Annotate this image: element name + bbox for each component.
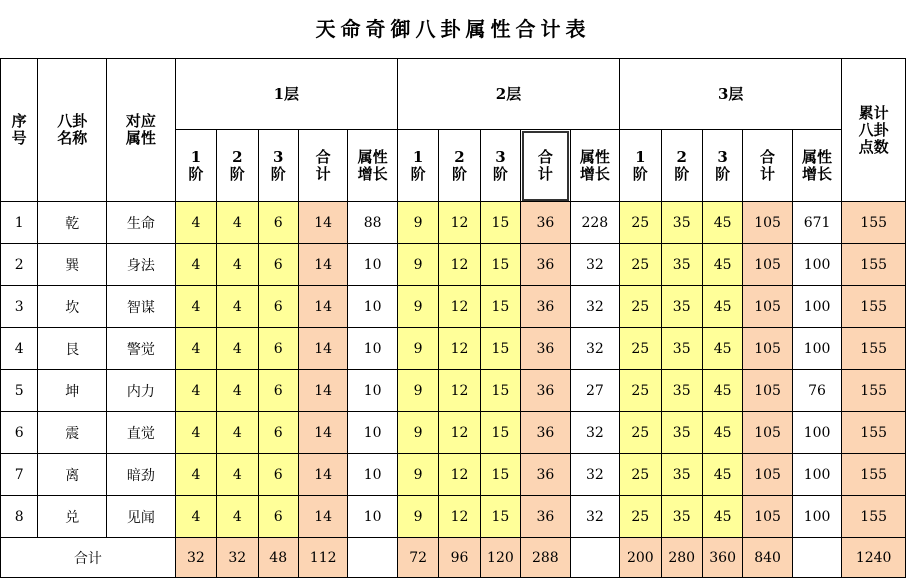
header-subtotal-line: 合 (760, 147, 776, 166)
header-step-1[interactable] (397, 130, 438, 202)
header-cum-line: 点数 (858, 137, 889, 156)
header-step-3-line: 阶 (492, 164, 508, 183)
cumulative-cell[interactable]: 155 (842, 328, 906, 370)
l3-growth-cell[interactable]: 100 (792, 244, 842, 286)
header-step-1-line: 1 (412, 147, 424, 166)
table-row (1, 286, 906, 328)
l3-growth-cell[interactable]: 100 (792, 496, 842, 538)
l1-total-cell[interactable]: 32 (217, 538, 258, 578)
seq-cell[interactable]: 8 (1, 496, 38, 538)
grand-total-cell[interactable]: 1240 (842, 538, 906, 578)
header-step-1-line: 1 (190, 147, 202, 166)
header-step-1[interactable] (620, 130, 661, 202)
l2-total-cell[interactable]: 96 (439, 538, 480, 578)
l1-step-1-cell[interactable]: 4 (175, 454, 216, 496)
l2-subtotal-cell[interactable]: 36 (521, 328, 570, 370)
bagua-name-cell[interactable]: 艮 (38, 328, 107, 370)
header-row-layers (1, 59, 906, 130)
l1-step-1-cell[interactable]: 4 (175, 244, 216, 286)
l2-growth-cell[interactable]: 27 (570, 370, 620, 412)
cumulative-cell[interactable]: 155 (842, 202, 906, 244)
l1-total-cell[interactable]: 48 (258, 538, 298, 578)
header-attr-line: 对应 (125, 112, 156, 130)
bagua-name-cell[interactable]: 震 (38, 412, 107, 454)
l3-step-2-cell[interactable]: 35 (661, 412, 702, 454)
header-bagua-name[interactable] (38, 59, 107, 202)
l1-subtotal-cell[interactable]: 14 (298, 202, 347, 244)
header-step-2[interactable] (439, 130, 480, 202)
l2-growth-cell[interactable]: 32 (570, 412, 620, 454)
header-subtotal[interactable] (743, 130, 792, 202)
l1-total-cell[interactable]: 112 (298, 538, 347, 578)
l3-total-cell[interactable]: 360 (702, 538, 742, 578)
l2-step-2-cell[interactable]: 12 (439, 328, 480, 370)
l3-total-cell[interactable]: 840 (743, 538, 792, 578)
header-growth-line: 属性 (357, 147, 388, 166)
header-growth-line: 增长 (357, 164, 388, 183)
l1-growth-cell[interactable]: 10 (348, 328, 398, 370)
header-step-3-line: 3 (717, 147, 728, 166)
l1-growth-cell[interactable]: 10 (348, 244, 398, 286)
header-step-2-line: 2 (454, 147, 465, 166)
l1-step-1-cell[interactable]: 4 (175, 202, 216, 244)
l2-subtotal-cell[interactable]: 36 (521, 202, 570, 244)
totals-label[interactable]: 合计 (1, 538, 176, 578)
l3-step-3-cell[interactable]: 45 (702, 454, 742, 496)
l3-step-1-cell[interactable]: 25 (620, 286, 661, 328)
l3-subtotal-cell[interactable]: 105 (743, 370, 792, 412)
l1-step-2-cell[interactable]: 4 (217, 244, 258, 286)
l2-step-2-cell[interactable]: 12 (439, 496, 480, 538)
l1-step-1-cell[interactable]: 4 (175, 328, 216, 370)
l2-subtotal-cell[interactable]: 36 (521, 496, 570, 538)
table-row (1, 244, 906, 286)
l3-subtotal-cell[interactable]: 105 (743, 202, 792, 244)
l1-subtotal-cell[interactable]: 14 (298, 328, 347, 370)
l1-growth-cell[interactable]: 10 (348, 286, 398, 328)
header-layer-1[interactable]: 1层 (175, 59, 397, 130)
l1-step-2-cell[interactable]: 4 (217, 328, 258, 370)
header-step-2-line: 阶 (229, 164, 245, 183)
seq-cell[interactable]: 6 (1, 412, 38, 454)
l3-total-cell[interactable] (792, 538, 842, 578)
l1-step-3-cell[interactable]: 6 (258, 328, 298, 370)
l3-growth-cell[interactable]: 671 (792, 202, 842, 244)
l3-step-2-cell[interactable]: 35 (661, 202, 702, 244)
l3-growth-cell[interactable]: 100 (792, 412, 842, 454)
cumulative-cell[interactable]: 155 (842, 412, 906, 454)
l3-step-3-cell[interactable]: 45 (702, 370, 742, 412)
l3-growth-cell[interactable]: 100 (792, 328, 842, 370)
header-growth-line: 属性 (802, 147, 833, 166)
header-cumulative-points[interactable] (842, 59, 906, 202)
l1-step-3-cell[interactable]: 6 (258, 496, 298, 538)
l1-subtotal-cell[interactable]: 14 (298, 412, 347, 454)
l2-step-1-cell[interactable]: 9 (397, 244, 438, 286)
cumulative-cell[interactable]: 155 (842, 370, 906, 412)
cumulative-cell[interactable]: 155 (842, 244, 906, 286)
header-subtotal-line: 合 (315, 147, 331, 166)
l3-step-1-cell[interactable]: 25 (620, 370, 661, 412)
seq-cell[interactable]: 2 (1, 244, 38, 286)
l1-growth-cell[interactable]: 10 (348, 496, 398, 538)
l2-step-1-cell[interactable]: 9 (397, 286, 438, 328)
attribute-cell[interactable]: 直觉 (107, 412, 176, 454)
header-step-2[interactable] (217, 130, 258, 202)
l3-step-1-cell[interactable]: 25 (620, 454, 661, 496)
cumulative-cell[interactable]: 155 (842, 496, 906, 538)
header-layer-2[interactable]: 2层 (397, 59, 619, 130)
header-step-1-line: 1 (635, 147, 646, 166)
l2-step-3-cell[interactable]: 15 (480, 496, 520, 538)
table-row (1, 412, 906, 454)
l2-total-cell[interactable] (570, 538, 620, 578)
header-cum-line: 八卦 (858, 120, 889, 139)
header-seq[interactable] (1, 59, 38, 202)
seq-cell[interactable]: 4 (1, 328, 38, 370)
l1-step-2-cell[interactable]: 4 (217, 412, 258, 454)
header-step-2[interactable] (661, 130, 702, 202)
bagua-name-cell[interactable]: 巽 (38, 244, 107, 286)
bagua-name-cell[interactable]: 坤 (38, 370, 107, 412)
l2-total-cell[interactable]: 72 (397, 538, 438, 578)
l2-subtotal-cell[interactable]: 36 (521, 454, 570, 496)
header-step-1-line: 阶 (410, 164, 426, 183)
l2-step-1-cell[interactable]: 9 (397, 412, 438, 454)
l2-step-1-cell[interactable]: 9 (397, 496, 438, 538)
header-step-3-line: 3 (495, 147, 506, 166)
attribute-cell[interactable]: 警觉 (107, 328, 176, 370)
l2-step-3-cell[interactable]: 15 (480, 244, 520, 286)
l1-subtotal-cell[interactable]: 14 (298, 454, 347, 496)
l2-subtotal-cell[interactable]: 36 (521, 286, 570, 328)
l3-subtotal-cell[interactable]: 105 (743, 412, 792, 454)
l2-growth-cell[interactable]: 32 (570, 328, 620, 370)
table-row (1, 328, 906, 370)
l1-subtotal-cell[interactable]: 14 (298, 244, 347, 286)
l1-step-1-cell[interactable]: 4 (175, 496, 216, 538)
table-title: 天命奇御八卦属性合计表 (315, 17, 591, 41)
header-growth-line: 增长 (579, 164, 610, 183)
l2-step-1-cell[interactable]: 9 (397, 370, 438, 412)
l3-step-1-cell[interactable]: 25 (620, 412, 661, 454)
l3-total-cell[interactable]: 280 (661, 538, 702, 578)
header-subtotal[interactable] (521, 130, 570, 202)
l3-subtotal-cell[interactable]: 105 (743, 454, 792, 496)
bagua-name-cell[interactable]: 乾 (38, 202, 107, 244)
l3-step-3-cell[interactable]: 45 (702, 244, 742, 286)
header-cum-line: 累计 (858, 103, 889, 122)
l1-step-3-cell[interactable]: 6 (258, 202, 298, 244)
l1-step-3-cell[interactable]: 6 (258, 244, 298, 286)
header-step-1[interactable] (175, 130, 216, 202)
table-row (1, 496, 906, 538)
header-attribute[interactable] (107, 59, 176, 202)
l1-growth-cell[interactable]: 10 (348, 412, 398, 454)
l2-step-2-cell[interactable]: 12 (439, 454, 480, 496)
header-step-3-line: 阶 (270, 164, 286, 183)
l2-growth-cell[interactable]: 32 (570, 286, 620, 328)
l3-subtotal-cell[interactable]: 105 (743, 286, 792, 328)
l1-step-1-cell[interactable]: 4 (175, 286, 216, 328)
l1-growth-cell[interactable]: 88 (348, 202, 398, 244)
l2-step-3-cell[interactable]: 15 (480, 370, 520, 412)
l2-step-2-cell[interactable]: 12 (439, 244, 480, 286)
l3-growth-cell[interactable]: 100 (792, 286, 842, 328)
l2-growth-cell[interactable]: 32 (570, 496, 620, 538)
l1-step-3-cell[interactable]: 6 (258, 370, 298, 412)
l1-total-cell[interactable]: 32 (175, 538, 216, 578)
header-step-2-line: 2 (676, 147, 687, 166)
attribute-cell[interactable]: 见闻 (107, 496, 176, 538)
header-growth[interactable] (570, 130, 620, 202)
l3-step-1-cell[interactable]: 25 (620, 328, 661, 370)
l1-step-1-cell[interactable]: 4 (175, 412, 216, 454)
header-name-line: 八卦 (57, 112, 88, 130)
table-row (1, 202, 906, 244)
l3-step-2-cell[interactable]: 35 (661, 286, 702, 328)
l1-growth-cell[interactable]: 10 (348, 370, 398, 412)
l3-step-3-cell[interactable]: 45 (702, 328, 742, 370)
cumulative-cell[interactable]: 155 (842, 454, 906, 496)
header-growth[interactable] (792, 130, 842, 202)
l1-step-3-cell[interactable]: 6 (258, 286, 298, 328)
l3-growth-cell[interactable]: 76 (792, 370, 842, 412)
header-seq-line: 序 (11, 112, 27, 130)
l2-total-cell[interactable]: 120 (480, 538, 520, 578)
header-seq-line: 号 (11, 129, 27, 147)
seq-cell[interactable]: 3 (1, 286, 38, 328)
attribute-cell[interactable]: 智谋 (107, 286, 176, 328)
l2-subtotal-cell[interactable]: 36 (521, 370, 570, 412)
header-subtotal-line: 合 (537, 147, 553, 166)
l2-step-2-cell[interactable]: 12 (439, 370, 480, 412)
l3-step-2-cell[interactable]: 35 (661, 496, 702, 538)
l3-step-2-cell[interactable]: 35 (661, 370, 702, 412)
header-step-3-line: 阶 (715, 164, 731, 183)
header-growth[interactable] (348, 130, 398, 202)
l3-step-3-cell[interactable]: 45 (702, 412, 742, 454)
l1-subtotal-cell[interactable]: 14 (298, 496, 347, 538)
header-growth-line: 属性 (579, 147, 610, 166)
totals-row (1, 538, 906, 578)
l2-step-3-cell[interactable]: 15 (480, 286, 520, 328)
l3-step-1-cell[interactable]: 25 (620, 244, 661, 286)
l3-step-1-cell[interactable]: 25 (620, 202, 661, 244)
l1-step-1-cell[interactable]: 4 (175, 370, 216, 412)
l2-step-3-cell[interactable]: 15 (480, 202, 520, 244)
l3-growth-cell[interactable]: 100 (792, 454, 842, 496)
l2-step-2-cell[interactable]: 12 (439, 202, 480, 244)
attribute-cell[interactable]: 暗劲 (107, 454, 176, 496)
seq-cell[interactable]: 1 (1, 202, 38, 244)
l1-step-2-cell[interactable]: 4 (217, 454, 258, 496)
bagua-name-cell[interactable]: 兑 (38, 496, 107, 538)
table-row (1, 370, 906, 412)
header-attr-line: 属性 (125, 129, 156, 147)
header-subtotal-line: 计 (760, 164, 776, 183)
l2-total-cell[interactable]: 288 (521, 538, 570, 578)
attribute-cell[interactable]: 身法 (107, 244, 176, 286)
attribute-cell[interactable]: 内力 (107, 370, 176, 412)
l2-step-2-cell[interactable]: 12 (439, 286, 480, 328)
bagua-name-cell[interactable]: 坎 (38, 286, 107, 328)
l1-step-3-cell[interactable]: 6 (258, 412, 298, 454)
header-step-3[interactable] (702, 130, 742, 202)
header-step-1-line: 阶 (188, 164, 204, 183)
l2-subtotal-cell[interactable]: 36 (521, 244, 570, 286)
l1-growth-cell[interactable]: 10 (348, 454, 398, 496)
l3-step-2-cell[interactable]: 35 (661, 244, 702, 286)
l2-step-2-cell[interactable]: 12 (439, 412, 480, 454)
l3-subtotal-cell[interactable]: 105 (743, 496, 792, 538)
l1-subtotal-cell[interactable]: 14 (298, 370, 347, 412)
attribute-summary-table (0, 58, 906, 578)
attribute-cell[interactable]: 生命 (107, 202, 176, 244)
l1-step-2-cell[interactable]: 4 (217, 202, 258, 244)
l1-step-2-cell[interactable]: 4 (217, 286, 258, 328)
l1-total-cell[interactable] (348, 538, 398, 578)
l1-subtotal-cell[interactable]: 14 (298, 286, 347, 328)
header-step-3[interactable] (258, 130, 298, 202)
l2-step-1-cell[interactable]: 9 (397, 454, 438, 496)
header-subtotal-line: 计 (537, 164, 553, 183)
l2-step-3-cell[interactable]: 15 (480, 328, 520, 370)
seq-cell[interactable]: 5 (1, 370, 38, 412)
l3-subtotal-cell[interactable]: 105 (743, 328, 792, 370)
l1-step-2-cell[interactable]: 4 (217, 496, 258, 538)
l2-step-1-cell[interactable]: 9 (397, 202, 438, 244)
header-subtotal[interactable] (298, 130, 347, 202)
l3-step-2-cell[interactable]: 35 (661, 328, 702, 370)
l3-total-cell[interactable]: 200 (620, 538, 661, 578)
header-subtotal-line: 计 (315, 164, 331, 183)
header-step-3[interactable] (480, 130, 520, 202)
header-step-2-line: 2 (232, 147, 243, 166)
header-name-line: 名称 (57, 129, 88, 147)
l3-step-1-cell[interactable]: 25 (620, 496, 661, 538)
l2-growth-cell[interactable]: 32 (570, 244, 620, 286)
l2-growth-cell[interactable]: 228 (570, 202, 620, 244)
header-step-2-line: 阶 (674, 164, 690, 183)
seq-cell[interactable]: 7 (1, 454, 38, 496)
l3-step-2-cell[interactable]: 35 (661, 454, 702, 496)
l2-step-1-cell[interactable]: 9 (397, 328, 438, 370)
l3-step-3-cell[interactable]: 45 (702, 496, 742, 538)
bagua-name-cell[interactable]: 离 (38, 454, 107, 496)
table-row (1, 454, 906, 496)
l1-step-3-cell[interactable]: 6 (258, 454, 298, 496)
l2-step-3-cell[interactable]: 15 (480, 454, 520, 496)
l2-subtotal-cell[interactable]: 36 (521, 412, 570, 454)
l3-step-3-cell[interactable]: 45 (702, 202, 742, 244)
l2-growth-cell[interactable]: 32 (570, 454, 620, 496)
cumulative-cell[interactable]: 155 (842, 286, 906, 328)
header-step-1-line: 阶 (632, 164, 648, 183)
header-layer-3[interactable]: 3层 (620, 59, 842, 130)
header-step-3-line: 3 (272, 147, 284, 166)
header-step-2-line: 阶 (452, 164, 468, 183)
l3-step-3-cell[interactable]: 45 (702, 286, 742, 328)
l3-subtotal-cell[interactable]: 105 (743, 244, 792, 286)
header-growth-line: 增长 (802, 164, 833, 183)
l2-step-3-cell[interactable]: 15 (480, 412, 520, 454)
l1-step-2-cell[interactable]: 4 (217, 370, 258, 412)
